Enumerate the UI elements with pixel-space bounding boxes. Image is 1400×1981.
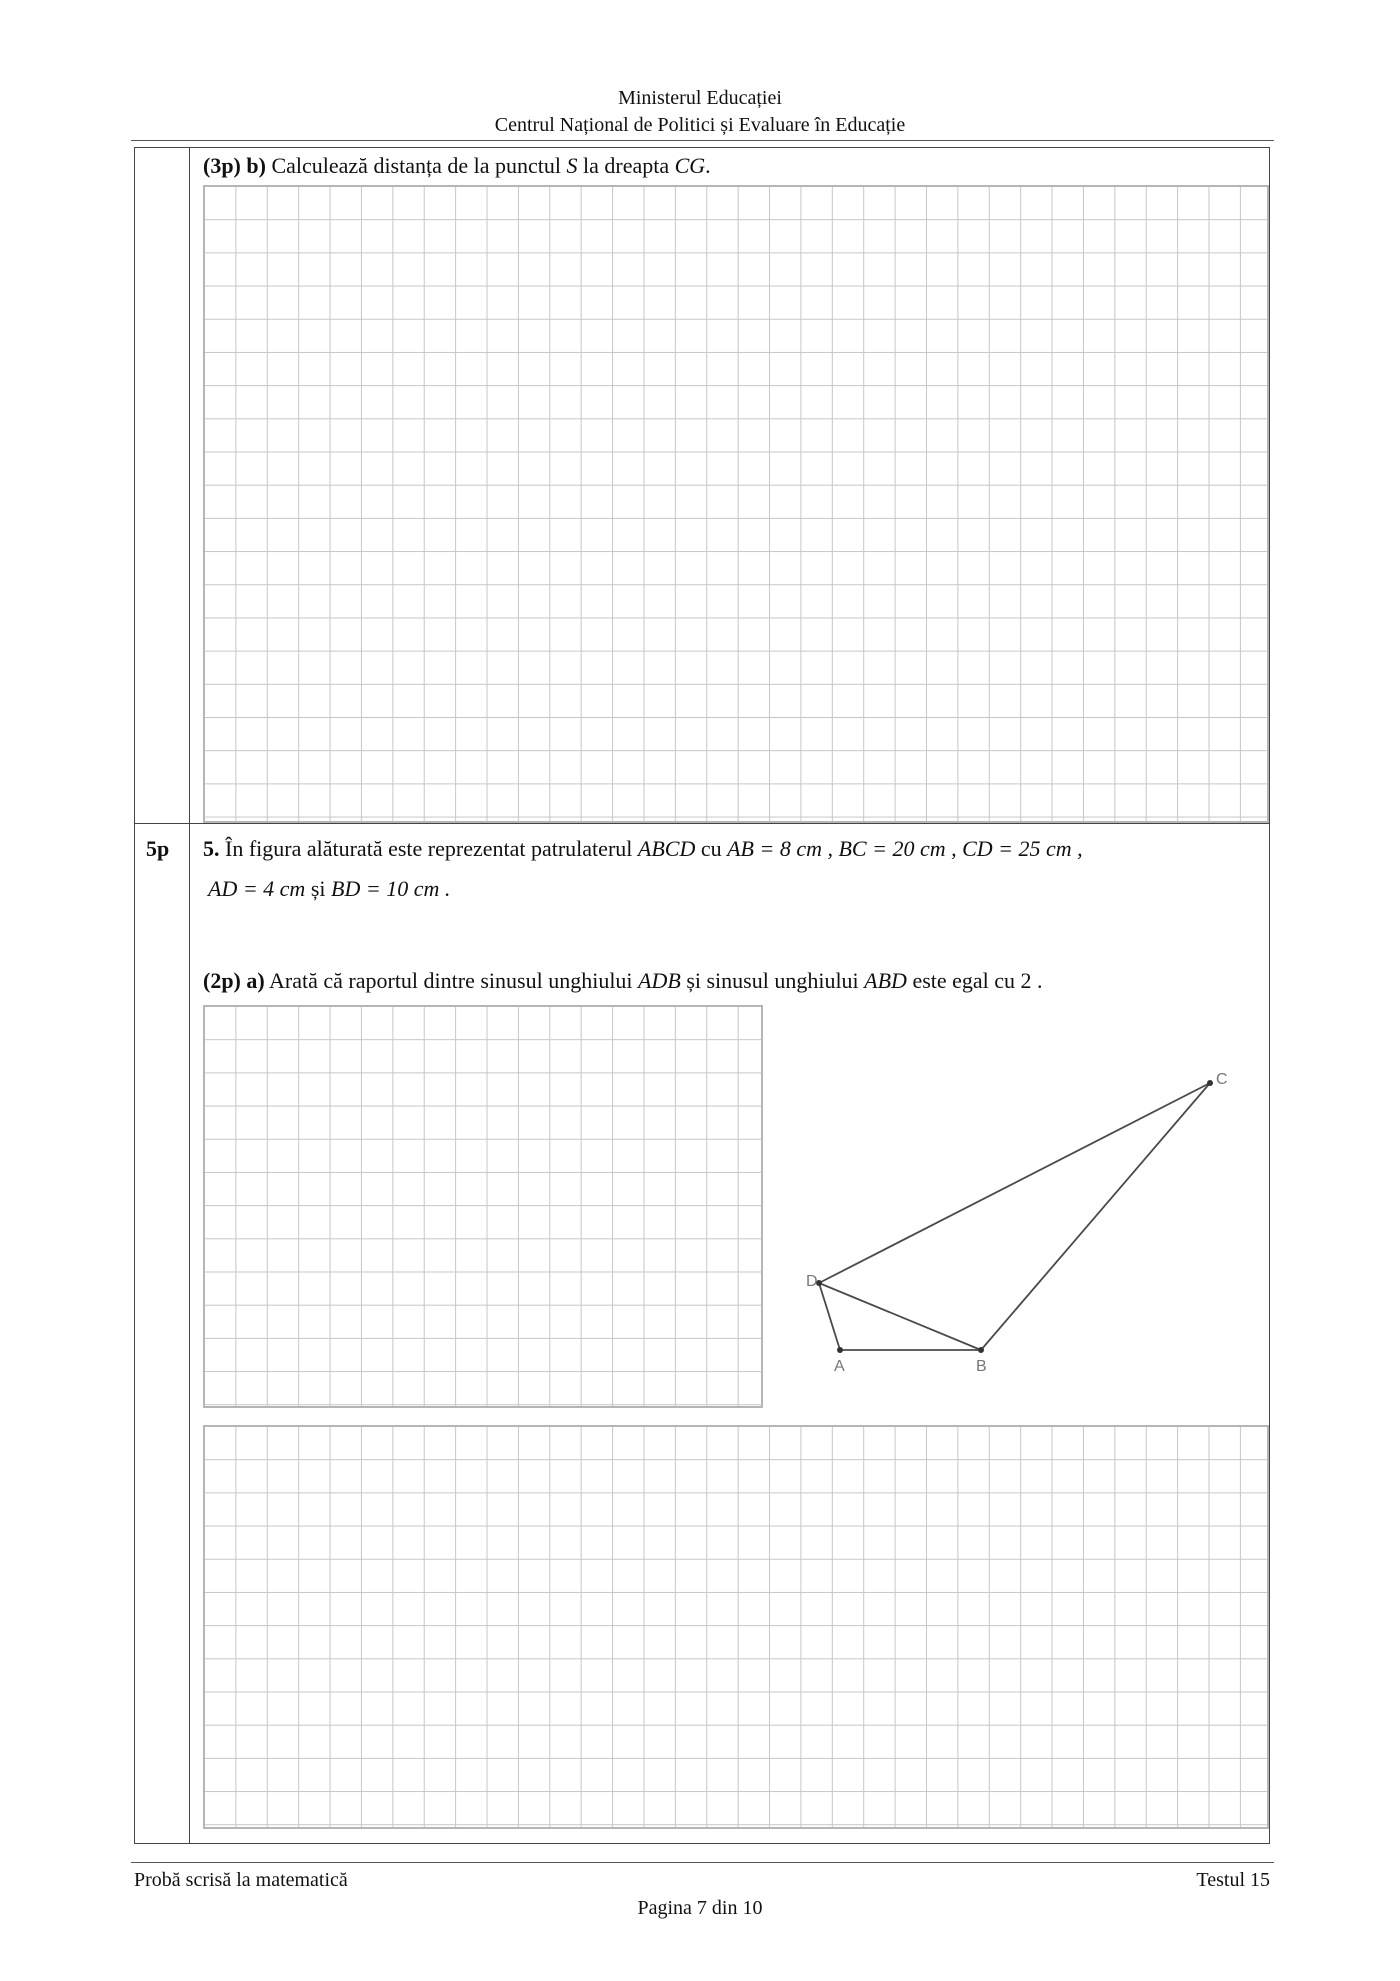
task5-score: 5p: [146, 836, 170, 861]
score-column-divider: [189, 147, 190, 1844]
header-ministry: Ministerul Educației: [618, 87, 782, 109]
task4b-mid: la dreapta: [583, 153, 670, 178]
vertex-c: [1207, 1080, 1213, 1086]
task4b-point: S: [566, 153, 578, 178]
vertex-b: [978, 1347, 984, 1353]
task5-cu: cu: [700, 836, 722, 861]
task5a-angle2: ABD: [864, 968, 907, 993]
footer-right: Testul 15: [1196, 1869, 1270, 1891]
task5a-text1: Arată că raportul dintre sinusul unghiului: [269, 968, 633, 993]
segment-cb: [981, 1083, 1210, 1350]
task5-quad: ABCD: [637, 836, 696, 861]
task5a-text2: și sinusul unghiului: [686, 968, 859, 993]
task4b-line: CG: [674, 153, 706, 178]
task4b-prompt: [203, 153, 711, 179]
task5-number: 5.: [203, 836, 220, 861]
header-rule: [131, 140, 1274, 141]
footer-left: Probă scrisă la matematică: [134, 1869, 348, 1891]
answer-grid-4b[interactable]: [203, 185, 1269, 823]
task5a-prompt: [203, 968, 1043, 994]
task4b-points: (3p): [203, 153, 241, 178]
task5a-part: a): [246, 968, 265, 993]
answer-grid-5a-small[interactable]: [203, 1005, 763, 1408]
task5-ab: AB = 8 cm ,: [727, 836, 833, 861]
label-c: C: [1216, 1071, 1228, 1088]
segment-dc: [819, 1083, 1210, 1283]
task5a-value: 2 .: [1020, 968, 1043, 993]
task4b-text: Calculează distanța de la punctul: [271, 153, 561, 178]
task5a-points: (2p): [203, 968, 241, 993]
task5-statement-line2: [208, 876, 450, 902]
label-a: A: [834, 1358, 845, 1375]
footer-rule: [131, 1862, 1274, 1863]
label-d: D: [806, 1273, 818, 1290]
task5-cd: CD = 25 cm ,: [962, 836, 1083, 861]
label-b: B: [976, 1358, 987, 1375]
task5a-text3: este egal cu: [912, 968, 1016, 993]
footer-page: Pagina 7 din 10: [637, 1897, 763, 1919]
task5-bc: BC = 20 cm ,: [838, 836, 957, 861]
segment-db: [819, 1283, 981, 1350]
task5-statement-line1: [203, 836, 1083, 862]
task4b-part: b): [246, 153, 266, 178]
task5a-angle1: ADB: [638, 968, 681, 993]
task5-intro: În figura alăturată este reprezentat patrulaterul: [225, 836, 633, 861]
quadrilateral-figure: [790, 1060, 1270, 1380]
task5-ad: AD = 4 cm: [208, 876, 306, 901]
task5-bd: BD = 10 cm .: [331, 876, 451, 901]
row-divider: [134, 823, 1270, 824]
segment-da: [819, 1283, 840, 1350]
header-center: Centrul Național de Politici și Evaluare în Educație: [494, 114, 906, 136]
answer-grid-5a-large[interactable]: [203, 1425, 1269, 1829]
task5-si: și: [310, 876, 326, 901]
vertex-a: [837, 1347, 843, 1353]
task4b-end: .: [705, 153, 711, 178]
